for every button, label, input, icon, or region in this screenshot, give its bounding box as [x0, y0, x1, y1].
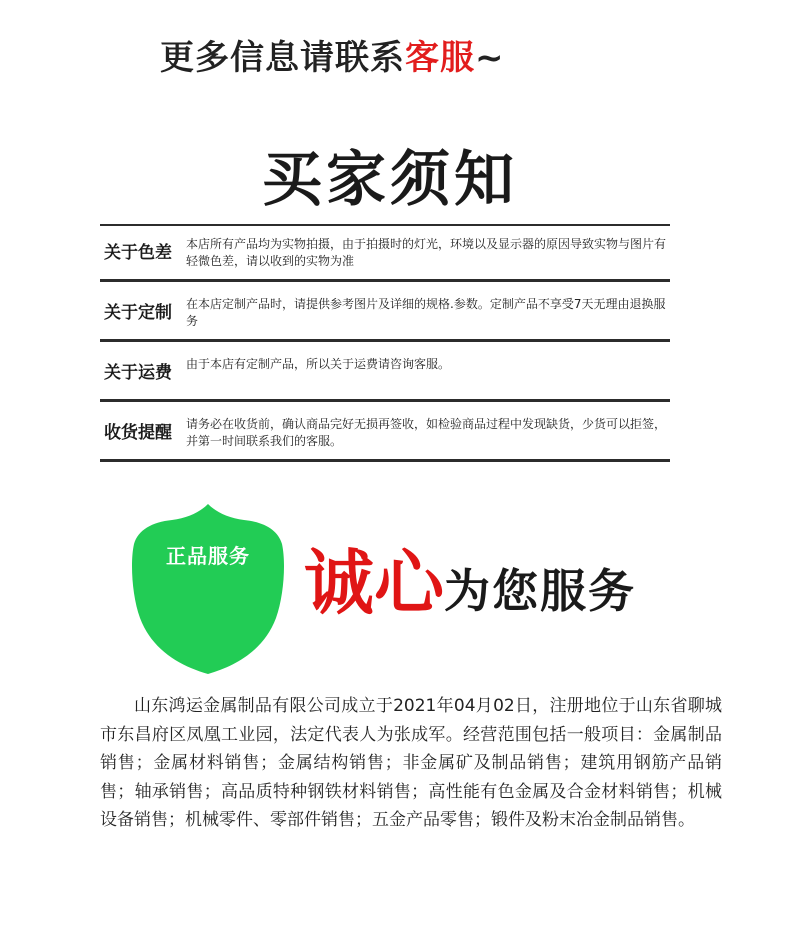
contact-prefix: 更多信息请联系	[160, 38, 405, 78]
notice-label: 关于运费	[104, 363, 172, 383]
page-title: 买家须知	[262, 145, 518, 215]
customer-service-highlight: 客服	[405, 38, 475, 78]
notice-label: 收货提醒	[104, 423, 172, 443]
service-slogan	[304, 542, 636, 624]
contact-suffix: ~	[475, 38, 505, 78]
divider	[100, 339, 670, 342]
slogan-rest: 为您服务	[444, 564, 636, 618]
divider	[100, 224, 670, 226]
notice-text: 请务必在收货前，确认商品完好无损再签收，如检验商品过程中发现缺货，少货可以拒签，并第一时间联系我们的客服。	[186, 417, 667, 448]
notice-row-shipping	[100, 344, 670, 404]
notice-label: 关于定制	[104, 303, 172, 323]
notice-label: 关于色差	[104, 243, 172, 263]
notice-text: 在本店定制产品时，请提供参考图片及详细的规格.参数。定制产品不享受7天无理由退换服务	[186, 297, 666, 328]
notice-row-customization	[100, 284, 670, 344]
notice-text: 本店所有产品均为实物拍摄，由于拍摄时的灯光，环境以及显示器的原因导致实物与图片有轻微色差，请以收到的实物为准	[186, 237, 667, 268]
notice-row-receipt-reminder	[100, 404, 670, 464]
slogan-highlight: 诚心	[304, 542, 444, 624]
authentic-service-badge: 正品服务	[166, 544, 250, 568]
notice-row-color-difference	[100, 224, 670, 284]
company-description: 山东鸿运金属制品有限公司成立于2021年04月02日，注册地位于山东省聊城市东昌府区凤凰工业园，法定代表人为张成军。经营范围包括一般项目：金属制品销售；金属材料销售；金属结构销售；非金属矿及制品销售；建筑用钢筋产品销售；轴承销售；高品质特种钢铁材料销售；高性能有色金属及合金材料销售；机械设备销售；机械零件、零部件销售；五金产品零售；锻件及粉末冶金制品销售。	[100, 696, 722, 830]
notice-text: 由于本店有定制产品，所以关于运费请咨询客服。	[186, 357, 451, 371]
divider	[100, 459, 670, 462]
divider	[100, 279, 670, 282]
contact-customer-service-banner	[160, 30, 505, 79]
shield-icon	[130, 500, 286, 676]
buyer-notice-list	[100, 224, 670, 464]
divider	[100, 399, 670, 402]
